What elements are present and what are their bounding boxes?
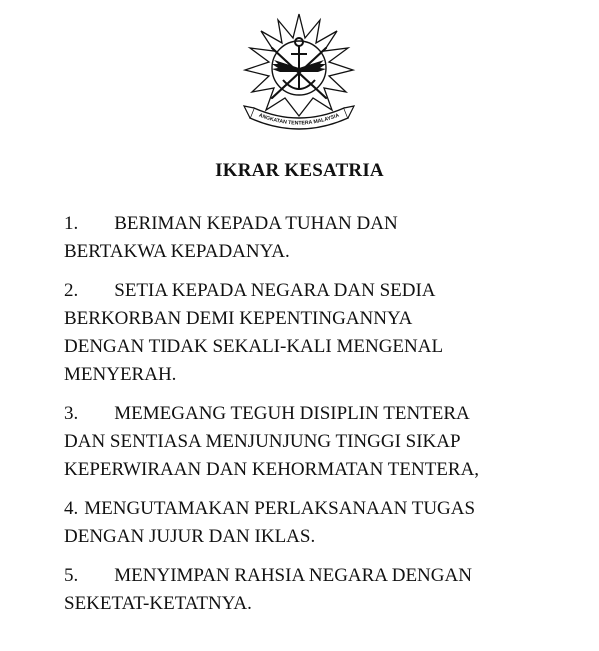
oath-item-continuation: DENGAN JUJUR DAN IKLAS. xyxy=(64,526,316,547)
oath-item-continuation: BERTAKWA KEPADANYA. xyxy=(64,241,290,262)
oath-list xyxy=(64,210,564,629)
oath-item-first-line: MENGUTAMAKAN PERLAKSANAAN TUGAS xyxy=(84,498,476,519)
oath-item xyxy=(64,400,564,484)
oath-item-first-line: BERIMAN KEPADA TUHAN DAN xyxy=(114,213,398,234)
oath-item-continuation: BERKORBAN DEMI KEPENTINGANNYA DENGAN TIDAK SEKALI-KALI MENGENAL MENYERAH. xyxy=(64,308,444,385)
oath-item-number: 2. xyxy=(64,280,79,301)
oath-item-number: 3. xyxy=(64,403,79,424)
oath-item xyxy=(64,562,564,618)
oath-item-first-line: MENYIMPAN RAHSIA NEGARA DENGAN xyxy=(114,565,472,586)
armed-forces-emblem xyxy=(236,12,362,140)
emblem-ribbon-text: ANGKATAN TENTERA MALAYSIA xyxy=(257,112,341,127)
oath-item-continuation: SEKETAT-KETATNYA. xyxy=(64,593,252,614)
oath-item-continuation: DAN SENTIASA MENJUNJUNG TINGGI SIKAP KEPERWIRAAN DAN KEHORMATAN TENTERA, xyxy=(64,431,480,480)
oath-item xyxy=(64,277,564,389)
oath-item-first-line: SETIA KEPADA NEGARA DAN SEDIA xyxy=(114,280,436,301)
oath-item-first-line: MEMEGANG TEGUH DISIPLIN TENTERA xyxy=(114,403,470,424)
oath-item-number: 1. xyxy=(64,213,79,234)
oath-item-number: 4. xyxy=(64,498,79,519)
oath-item xyxy=(64,495,564,551)
oath-item xyxy=(64,210,564,266)
oath-item-number: 5. xyxy=(64,565,79,586)
document-title: IKRAR KESATRIA xyxy=(215,160,384,181)
